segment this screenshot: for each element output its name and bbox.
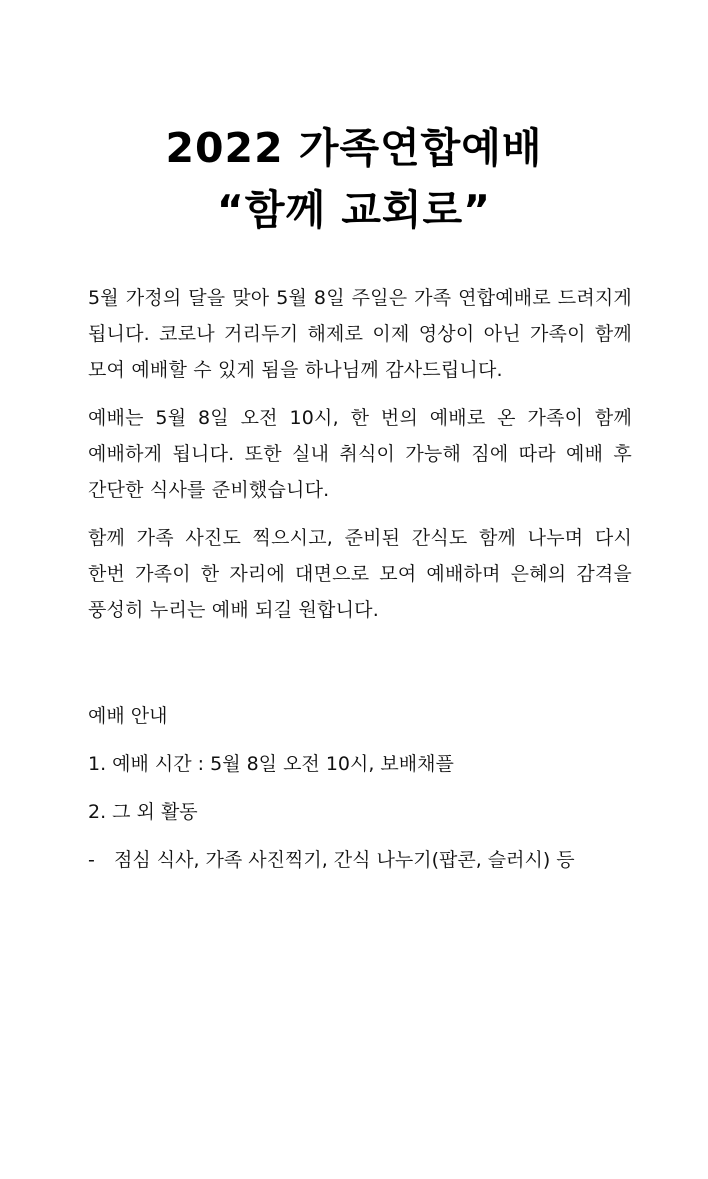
- section-spacer: [88, 640, 632, 698]
- info-heading: 예배 안내: [88, 705, 168, 727]
- dash-bullet: -: [88, 849, 95, 871]
- info-activity-detail: [88, 842, 632, 878]
- title-line-2: “함께 교회로”: [216, 186, 492, 234]
- info-item-time: 1. 예배 시간 : 5월 8일 오전 10시, 보배채플: [88, 753, 454, 775]
- info-item-activities: 2. 그 외 활동: [88, 801, 198, 823]
- activity-detail-text: 점심 식사, 가족 사진찍기, 간식 나누기(팝콘, 슬러시) 등: [114, 849, 575, 871]
- paragraph-intro: 5월 가정의 달을 맞아 5월 8일 주일은 가족 연합예배로 드려지게 됩니다. 코로나 거리두기 해제로 이제 영상이 아닌 가족이 함께 모여 예배할 수 있게 됨을 하나님께 감사드립니다.: [88, 287, 632, 381]
- document-title: [0, 117, 708, 241]
- title-line-1: 2022 가족연합예배: [165, 124, 543, 172]
- document-body: [88, 280, 632, 878]
- paragraph-closing: 함께 가족 사진도 찍으시고, 준비된 간식도 함께 나누며 다시 한번 가족이 한 자리에 대면으로 모여 예배하며 은혜의 감격을 풍성히 누리는 예배 되길 원합니다.: [88, 527, 632, 621]
- paragraph-schedule: 예배는 5월 8일 오전 10시, 한 번의 예배로 온 가족이 함께 예배하게 됩니다. 또한 실내 취식이 가능해 짐에 따라 예배 후 간단한 식사를 준비했습니다.: [88, 407, 632, 501]
